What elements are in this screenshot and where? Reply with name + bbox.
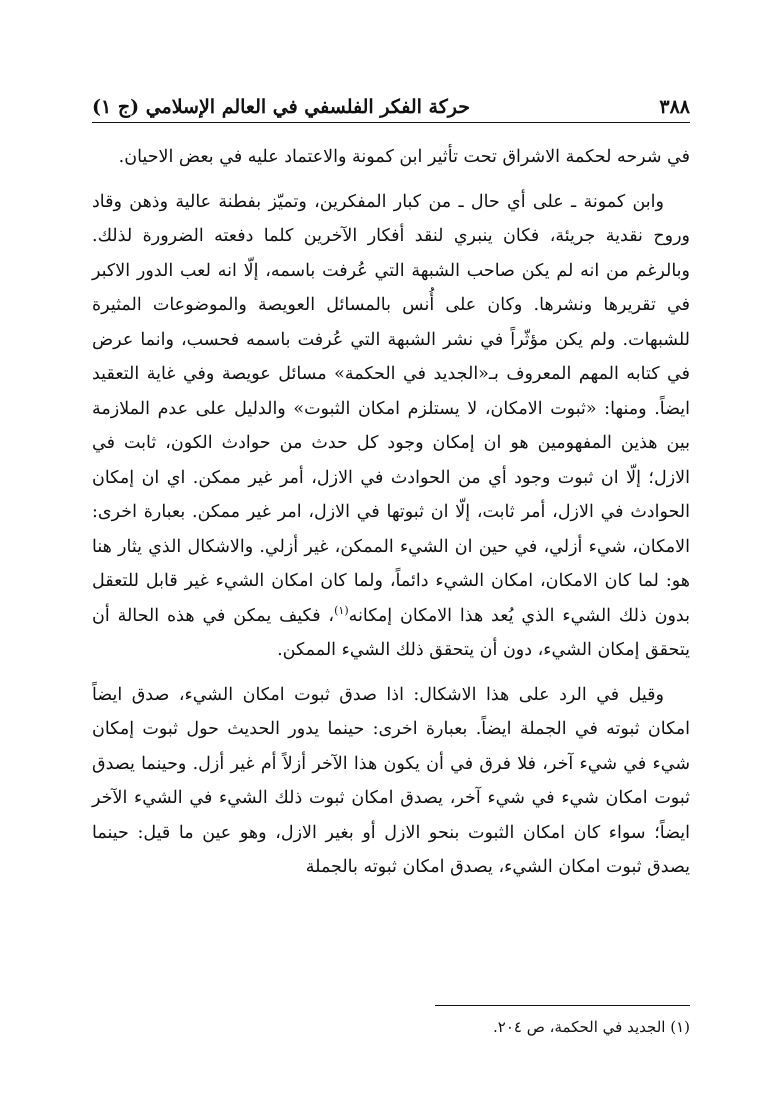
paragraph-1: في شرحه لحكمة الاشراق تحت تأثير ابن كمونة والاعتماد عليه في بعض الاحيان. [118,147,690,167]
footnote: (١) الجديد في الحكمة، ص ٢٠٤. [493,1018,690,1036]
header-rule [92,122,690,123]
running-title: حركة الفكر الفلسفي في العالم الإسلامي (ج ١) [92,96,471,118]
body-text [92,140,690,885]
page-header [92,78,690,118]
paragraph-2-tail: ، فكيف يمكن في هذه الحالة أن يتحقق إمكان الشيء، دون أن يتحقق ذلك الشيء الممكن. [92,605,690,660]
footnote-reference[interactable]: (١) [334,603,349,617]
footnote-rule [435,1005,690,1006]
page-number: ٣٨٨ [659,96,690,118]
paragraph-2-main: وابن كمونة ـ على أي حال ـ من كبار المفكرين، وتميّز بفطنة عالية وذهن وقاد وروح نقدية جريئة، فكان ينبري لنقد أفكار الآخرين كلما دفعته الضرورة لذلك. وبالرغم من انه لم يكن صاحب الشبهة التي عُرفت باسمه، إلّا انه لعب الدور الاكبر في تقريرها ونشرها. وكان على أُنس بالمسائل العويصة والموضوعات المثيرة للشبهات. ولم يكن مؤثّراً في نشر الشبهة التي عُرفت باسمه فحسب، وانما عرض في كتابه المهم المعروف بـ«الجديد في الحكمة» مسائل عويصة وفي غاية التعقيد ايضاً. ومنها: «ثبوت الامكان، لا يستلزم امكان الثبوت» والدليل على عدم الملازمة بين هذين المفهومين هو ان إمكان وجود كل حدث من حوادث الكون، ثابت في الازل؛ إلّا ان ثبوت وجود أي من الحوادث في الازل، أمر غير ممكن. اي ان إمكان الحوادث في الازل، أمر ثابت، إلّا ان ثبوتها في الازل، امر غير ممكن. بعبارة اخرى: الامكان، شيء أزلي، في حين ان الشيء الممكن، غير أزلي. والاشكال الذي يثار هنا هو: لما كان الامكان، امكان الشيء دائماً، ولما كان امكان الشيء غير قابل للتعقل بدون ذلك الشيء الذي يُعد هذا الامكان إمكانه [92,191,690,626]
paragraph-3: وقيل في الرد على هذا الاشكال: اذا صدق ثبوت امكان الشيء، صدق ايضاً امكان ثبوته في الجملة ايضاً. بعبارة اخرى: حينما يدور الحديث حول ثبوت إمكان شيء في شيء آخر، فلا فرق في أن يكون هذا الآخر أزلاً أم غير أزل. وحينما يصدق ثبوت امكان شيء في شيء آخر، يصدق امكان ثبوت ذلك الشيء في الشيء الآخر ايضاً؛ سواء كان امكان الثبوت بنحو الازل أو بغير الازل، وهو عين ما قيل: حينما يصدق ثبوت امكان الشيء، يصدق امكان ثبوته بالجملة [92,684,690,877]
paragraph-2 [92,185,690,668]
